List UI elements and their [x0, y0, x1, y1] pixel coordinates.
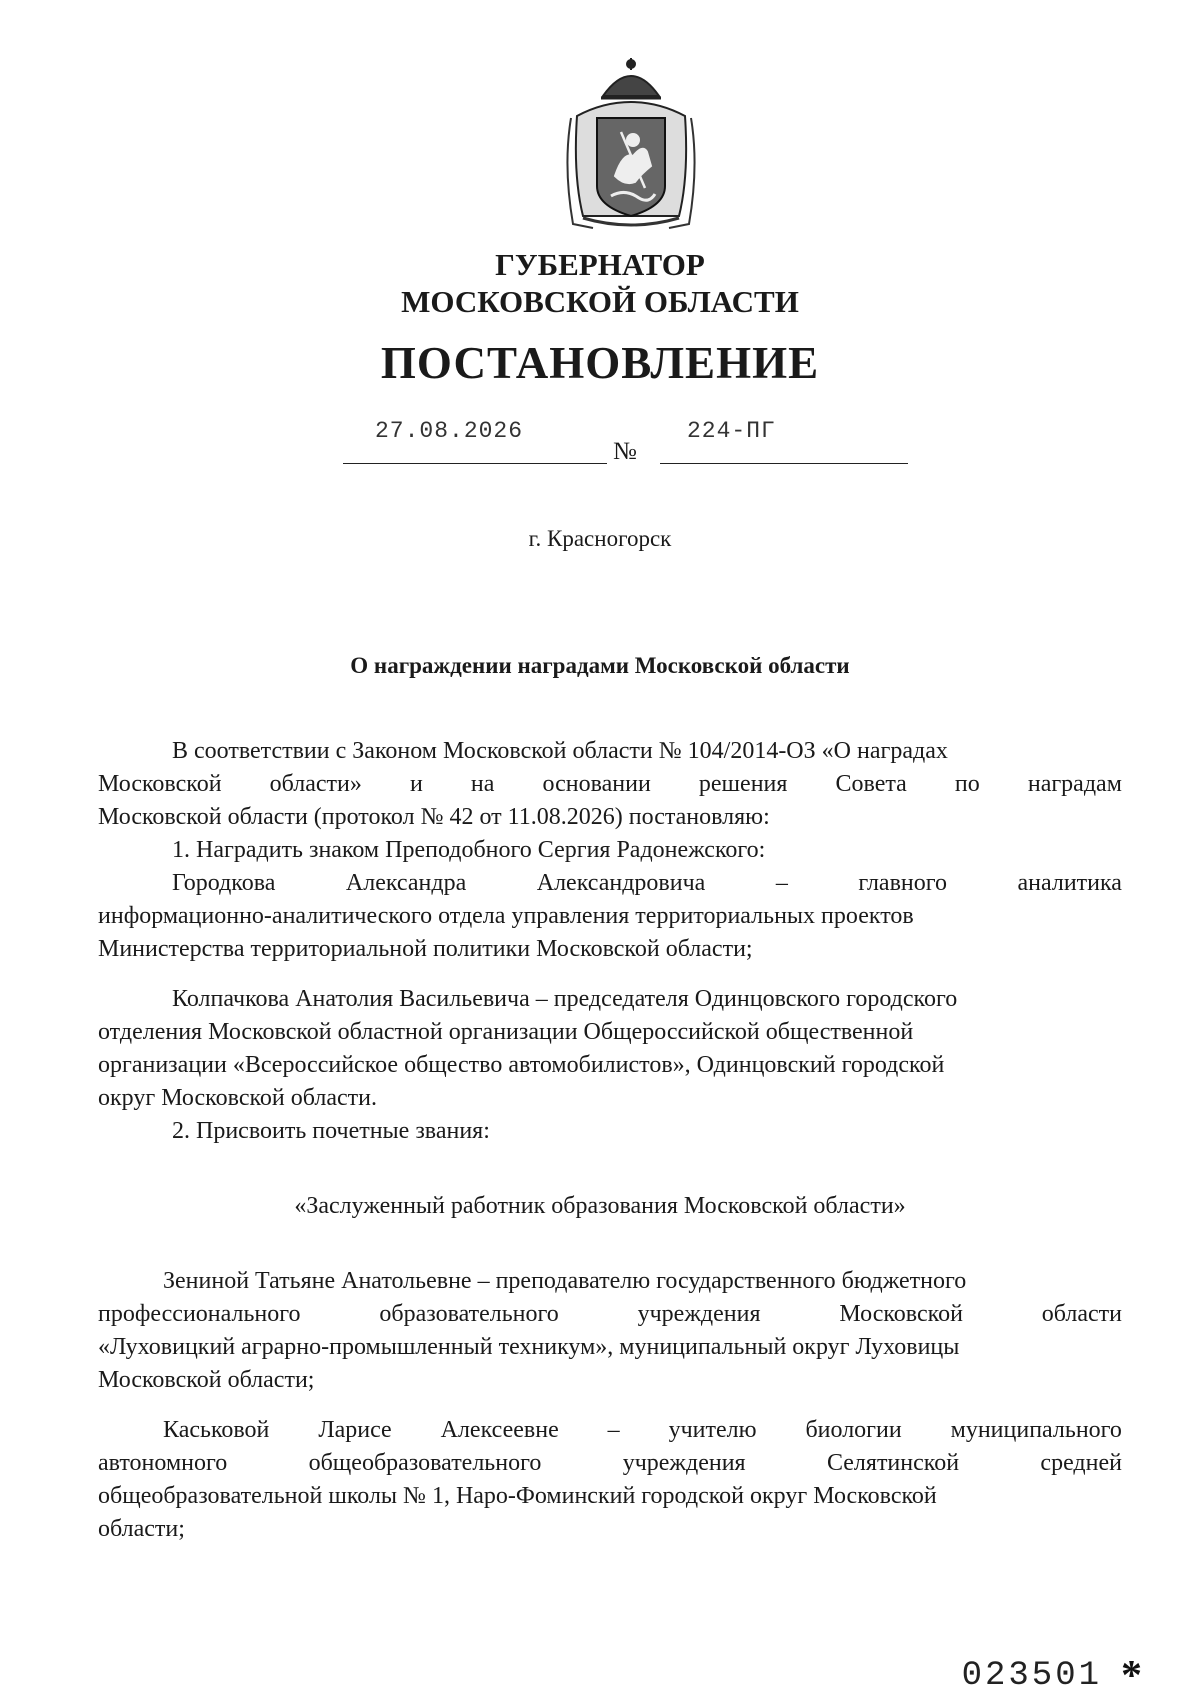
awardee-2-line-4: округ Московской области.	[98, 1085, 377, 1111]
word: средней	[1040, 1450, 1122, 1476]
word: Александровича	[536, 870, 706, 896]
word: Ларисе	[318, 1417, 392, 1443]
awardee-3-line-2	[98, 1298, 1122, 1331]
word: биологии	[805, 1417, 902, 1443]
word: учителю	[668, 1417, 757, 1443]
honorary-title-heading: «Заслуженный работник образования Московской области»	[294, 1193, 906, 1219]
awardee-4-line-4: области;	[98, 1516, 185, 1542]
word: профессионального	[98, 1301, 301, 1327]
word: на	[470, 771, 495, 797]
word: –	[775, 870, 788, 896]
word: Каськовой	[163, 1417, 270, 1443]
awardee-2-line-2: отделения Московской областной организации Общероссийской общественной	[98, 1019, 914, 1045]
word: Московской	[98, 771, 222, 797]
awardee-4-line-3: общеобразовательной школы № 1, Наро-Фоминский городской округ Московской	[98, 1483, 937, 1509]
word: муниципального	[950, 1417, 1122, 1443]
date-underline	[343, 463, 607, 464]
number-sign: №	[613, 438, 637, 465]
item-1-heading: 1. Наградить знаком Преподобного Сергия Радонежского:	[172, 837, 766, 863]
word: Алексеевне	[440, 1417, 559, 1443]
word: автономного	[98, 1450, 228, 1476]
coat-of-arms-icon	[563, 56, 699, 232]
word: учреждения	[637, 1301, 761, 1327]
word: образовательного	[379, 1301, 559, 1327]
word: аналитика	[1017, 870, 1122, 896]
word: Московской	[839, 1301, 963, 1327]
awardee-1-line-1	[98, 867, 1122, 900]
awardee-3-line-4: Московской области;	[98, 1367, 315, 1393]
word: области»	[269, 771, 362, 797]
document-date: 27.08.2026	[375, 418, 524, 444]
word: –	[607, 1417, 620, 1443]
document-subject: О награждении наградами Московской области	[350, 653, 850, 678]
word: решения	[698, 771, 788, 797]
word: Александра	[345, 870, 467, 896]
number-underline	[660, 463, 908, 464]
word: Городкова	[172, 870, 276, 896]
word: главного	[858, 870, 947, 896]
authority-line-2: МОСКОВСКОЙ ОБЛАСТИ	[401, 284, 799, 319]
intro-line-3: Московской области (протокол № 42 от 11.08.2026) постановляю:	[98, 804, 770, 830]
awardee-1-line-2: информационно-аналитического отдела управления территориальных проектов	[98, 903, 914, 929]
awardee-3-line-1: Зениной Татьяне Анатольевне – преподавателю государственного бюджетного	[163, 1268, 967, 1294]
word: области	[1041, 1301, 1122, 1327]
word: Совета	[835, 771, 907, 797]
awardee-4-line-2	[98, 1447, 1122, 1480]
awardee-2-line-1: Колпачкова Анатолия Васильевича – председателя Одинцовского городского	[172, 986, 958, 1012]
issue-city: г. Красногорск	[528, 526, 672, 551]
word: общеобразовательного	[308, 1450, 542, 1476]
authority-line-1: ГУБЕРНАТОР	[495, 247, 705, 282]
word: и	[409, 771, 423, 797]
intro-line-2	[98, 768, 1122, 801]
document-type-title: ПОСТАНОВЛЕНИЕ	[380, 338, 820, 388]
awardee-1-line-3: Министерства территориальной политики Московской области;	[98, 936, 753, 962]
serial-number: 023501	[961, 1657, 1102, 1695]
word: по	[954, 771, 980, 797]
word: учреждения	[622, 1450, 746, 1476]
word: Селятинской	[826, 1450, 960, 1476]
word: основании	[542, 771, 651, 797]
awardee-4-line-1	[98, 1414, 1122, 1447]
awardee-2-line-3: организации «Всероссийское общество автомобилистов», Одинцовский городской	[98, 1052, 945, 1078]
asterisk-mark: *	[1121, 1653, 1142, 1699]
document-number: 224-ПГ	[687, 418, 776, 444]
awardee-3-line-3: «Луховицкий аграрно-промышленный техникум», муниципальный округ Луховицы	[98, 1334, 960, 1360]
intro-line-1: В соответствии с Законом Московской области № 104/2014-ОЗ «О наградах	[172, 738, 948, 764]
item-2-heading: 2. Присвоить почетные звания:	[172, 1118, 490, 1144]
word: наградам	[1027, 771, 1122, 797]
